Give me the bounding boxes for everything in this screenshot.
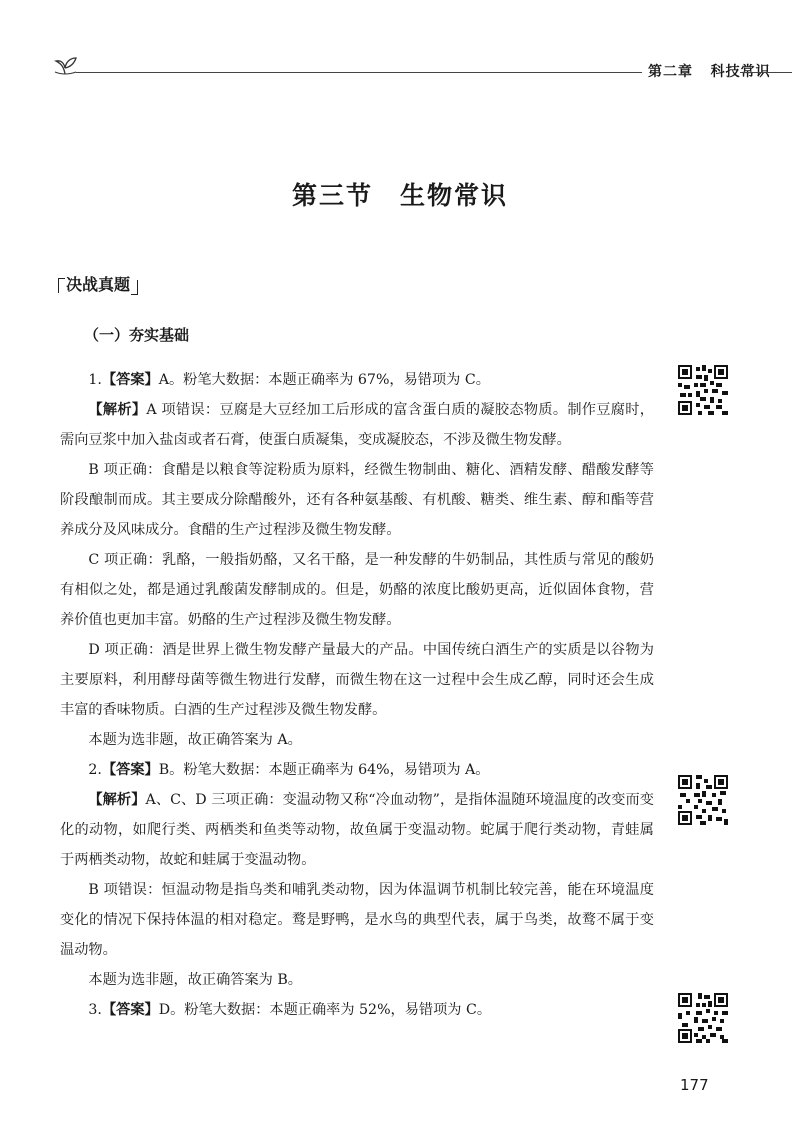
- q2-conclusion: 本题为选非题，故正确答案为 B。: [88, 972, 302, 988]
- q1-analysis-c: C 项正确：乳酪，一般指奶酪，又名干酪，是一种发酵的牛奶制品，其性质与常见的酸奶有相似之处，都是通过乳酸菌发酵制成的。但是，奶酪的浓度比酸奶更高，近似固体食物，营养价值也更加丰富。奶酪的生产过程涉及微生物发酵。: [60, 552, 654, 628]
- header-chapter-label: [648, 61, 771, 81]
- q1-analysis-a: [60, 395, 654, 455]
- block-heading: [56, 272, 140, 295]
- q1-answer-text: A。粉笔大数据：本题正确率为 67%，易错项为 C。: [158, 372, 490, 388]
- q2-analysis-b: B 项错误：恒温动物是指鸟类和哺乳类动物，因为体温调节机制比较完善，能在环境温度变化的情况下保持体温的相对稳定。鹜是野鸭，是水鸟的典型代表，属于鸟类，故鹜不属于变温动物。: [60, 882, 654, 958]
- q2-answer-tag: 【答案】: [101, 762, 159, 778]
- q1-paragraph: A 项错误：豆腐是大豆经加工后形成的富含蛋白质的凝胶态物质。制作豆腐时，需向豆浆中加入盐卤或者石膏，使蛋白质凝集，变成凝胶态，不涉及微生物发酵。: [60, 402, 654, 448]
- q1-conclusion: 本题为选非题，故正确答案为 A。: [88, 732, 302, 748]
- q3-answer-line: [60, 995, 654, 1025]
- chapter-topic: 科技常识: [710, 64, 771, 80]
- q2-answer-text: B。粉笔大数据：本题正确率为 64%，易错项为 A。: [158, 762, 490, 778]
- sub-heading: （一）夯实基础: [84, 326, 190, 344]
- q1-analysis-d: D 项正确：酒是世界上微生物发酵产量最大的产品。中国传统白酒生产的实质是以谷物为主要原料，利用酵母菌等微生物进行发酵，而微生物在这一过程中会生成乙醇，同时还会生成丰富的香味物质。白酒的生产过程涉及微生物发酵。: [60, 642, 654, 718]
- q3-answer-tag: 【答案】: [101, 1002, 159, 1018]
- q1-analysis-b: B 项正确：食醋是以粮食等淀粉质为原料，经微生物制曲、糖化、酒精发酵、醋酸发酵等阶段酿制而成。其主要成分除醋酸外，还有各种氨基酸、有机酸、糖类、维生素、醇和酯等营养成分及风味成分。食醋的生产过程涉及微生物发酵。: [60, 462, 654, 538]
- q2-analysis-tag: 【解析】: [88, 792, 146, 808]
- block-heading-text: 决战真题: [66, 275, 131, 294]
- q2-paragraph: A、C、D 三项正确：变温动物又称“冷血动物”，是指体温随环境温度的改变而变化的动物，如爬行类、两栖类和鱼类等动物，故鱼属于变温动物。蛇属于爬行类动物，青蛙属于两栖类动物，故蛇和蛙属于变温动物。: [60, 792, 654, 868]
- corner-bracket-right-icon: [130, 277, 140, 295]
- page-number: 177: [680, 1076, 709, 1094]
- header-rule-left: [76, 72, 642, 73]
- q1-number: 1.: [88, 372, 102, 388]
- q2-analysis-acd: [60, 785, 654, 875]
- q2-answer-line: [60, 755, 654, 785]
- q2-number: 2.: [88, 762, 102, 778]
- q1-answer-tag: 【答案】: [101, 372, 159, 388]
- q3-answer-text: D。粉笔大数据：本题正确率为 52%，易错项为 C。: [158, 1002, 492, 1018]
- qr-code-icon[interactable]: [678, 365, 728, 415]
- chapter-number: 第二章: [648, 64, 693, 80]
- q1-analysis-tag: 【解析】: [88, 402, 147, 418]
- answer-body: [60, 365, 654, 1025]
- qr-code-icon[interactable]: [678, 993, 728, 1043]
- q1-answer-line: [60, 365, 654, 395]
- corner-bracket-left-icon: [56, 277, 66, 295]
- header-rule-right: [740, 72, 792, 73]
- sprout-icon: [52, 52, 78, 76]
- q3-number: 3.: [88, 1002, 102, 1018]
- running-header: [52, 52, 792, 80]
- section-title: 第三节 生物常识: [291, 181, 508, 210]
- qr-code-icon[interactable]: [678, 775, 728, 825]
